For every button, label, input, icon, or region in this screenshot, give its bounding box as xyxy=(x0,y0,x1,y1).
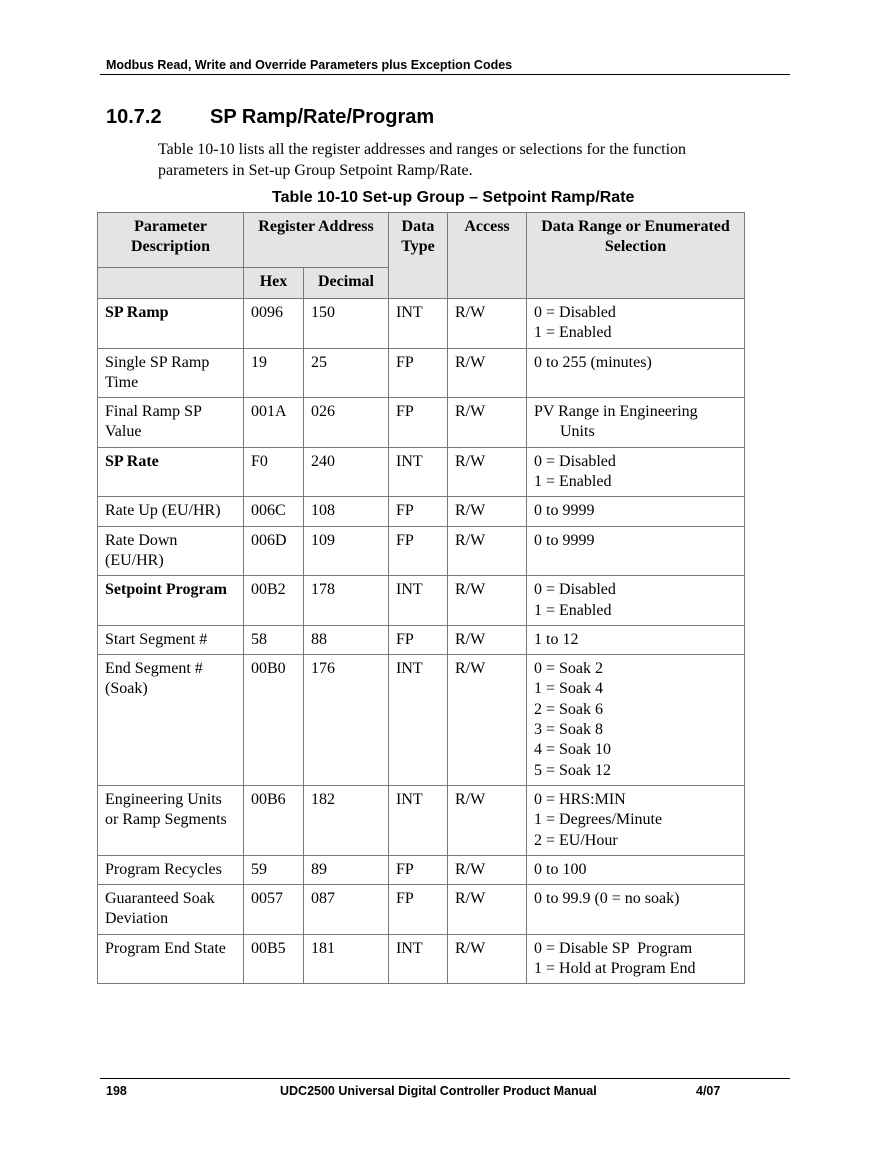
decimal-cell: 182 xyxy=(304,785,389,855)
hex-cell: 0057 xyxy=(244,885,304,935)
param-cell: Final Ramp SP Value xyxy=(98,398,244,448)
range-cell xyxy=(527,625,745,654)
param-cell: Start Segment # xyxy=(98,625,244,654)
range-line: 0 = HRS:MIN xyxy=(534,790,626,808)
table-row xyxy=(98,348,745,398)
register-table xyxy=(97,212,745,984)
type-cell: FP xyxy=(389,348,448,398)
intro-paragraph: Table 10-10 lists all the register addresses and ranges or selections for the function parameters in Set-up Group Setpoint Ramp/Rate. xyxy=(158,141,687,179)
access-cell: R/W xyxy=(448,655,527,786)
decimal-cell: 89 xyxy=(304,855,389,884)
table-row xyxy=(98,885,745,935)
range-line: 0 to 100 xyxy=(534,860,587,878)
type-cell: INT xyxy=(389,655,448,786)
table-caption: Table 10-10 Set-up Group – Setpoint Ramp/Rate xyxy=(272,189,635,206)
table-row xyxy=(98,934,745,984)
decimal-cell: 25 xyxy=(304,348,389,398)
header-rule xyxy=(100,74,790,75)
type-cell: FP xyxy=(389,526,448,576)
type-cell: FP xyxy=(389,855,448,884)
header-range: Data Range or Enumerated Selection xyxy=(527,213,745,299)
range-line: 1 = Soak 4 xyxy=(534,680,604,698)
range-line: 2 = EU/Hour xyxy=(534,831,618,849)
range-cell xyxy=(527,885,745,935)
decimal-cell: 150 xyxy=(304,299,389,349)
range-line: 0 to 9999 xyxy=(534,531,595,549)
type-cell: FP xyxy=(389,398,448,448)
type-cell: FP xyxy=(389,625,448,654)
range-cell xyxy=(527,576,745,626)
param-cell: SP Ramp xyxy=(98,299,244,349)
section-title: SP Ramp/Rate/Program xyxy=(210,106,435,128)
type-cell: INT xyxy=(389,299,448,349)
hex-cell: 00B6 xyxy=(244,785,304,855)
access-cell: R/W xyxy=(448,497,527,526)
param-cell: Setpoint Program xyxy=(98,576,244,626)
range-cell xyxy=(527,855,745,884)
header-param: Parameter Description xyxy=(98,213,244,268)
range-cell xyxy=(527,348,745,398)
type-cell: INT xyxy=(389,447,448,497)
range-line: 5 = Soak 12 xyxy=(534,761,612,779)
range-line: 0 = Soak 2 xyxy=(534,660,604,678)
section-heading xyxy=(106,106,434,129)
range-line: 1 = Enabled xyxy=(534,473,612,491)
access-cell: R/W xyxy=(448,526,527,576)
range-line: 4 = Soak 10 xyxy=(534,741,612,759)
range-line: 0 = Disabled xyxy=(534,304,616,321)
range-line: 0 to 99.9 (0 = no soak) xyxy=(534,890,680,908)
type-cell: FP xyxy=(389,885,448,935)
hex-cell: 00B5 xyxy=(244,934,304,984)
access-cell: R/W xyxy=(448,885,527,935)
access-cell: R/W xyxy=(448,398,527,448)
type-cell: INT xyxy=(389,934,448,984)
decimal-cell: 087 xyxy=(304,885,389,935)
param-cell: Rate Up (EU/HR) xyxy=(98,497,244,526)
footer-rule xyxy=(100,1078,790,1079)
header-param-spacer xyxy=(98,268,244,299)
header-decimal: Decimal xyxy=(304,268,389,299)
param-cell: SP Rate xyxy=(98,447,244,497)
hex-cell: 00B2 xyxy=(244,576,304,626)
range-cell xyxy=(527,299,745,349)
range-line: 1 = Hold at Program End xyxy=(534,960,696,978)
range-cell xyxy=(527,497,745,526)
table-row xyxy=(98,497,745,526)
param-cell: Rate Down (EU/HR) xyxy=(98,526,244,576)
type-cell: INT xyxy=(389,576,448,626)
range-line: 2 = Soak 6 xyxy=(534,700,604,718)
page-number: 198 xyxy=(106,1084,127,1098)
table-row xyxy=(98,855,745,884)
access-cell: R/W xyxy=(448,785,527,855)
decimal-cell: 109 xyxy=(304,526,389,576)
header-access: Access xyxy=(448,213,527,299)
hex-cell: 006D xyxy=(244,526,304,576)
range-line: 0 = Disable SP Program xyxy=(534,939,693,957)
decimal-cell: 176 xyxy=(304,655,389,786)
section-number: 10.7.2 xyxy=(106,106,162,128)
table-row xyxy=(98,398,745,448)
range-line: 0 to 255 (minutes) xyxy=(534,353,652,371)
table-row xyxy=(98,785,745,855)
access-cell: R/W xyxy=(448,447,527,497)
access-cell: R/W xyxy=(448,855,527,884)
range-cell xyxy=(527,655,745,786)
type-cell: FP xyxy=(389,497,448,526)
param-cell: End Segment #(Soak) xyxy=(98,655,244,786)
range-line: 0 = Disabled xyxy=(534,452,616,470)
table-row xyxy=(98,655,745,786)
header-hex: Hex xyxy=(244,268,304,299)
table-row xyxy=(98,576,745,626)
hex-cell: 19 xyxy=(244,348,304,398)
table-row xyxy=(98,447,745,497)
decimal-cell: 181 xyxy=(304,934,389,984)
decimal-cell: 026 xyxy=(304,398,389,448)
decimal-cell: 178 xyxy=(304,576,389,626)
range-cell xyxy=(527,526,745,576)
range-cell xyxy=(527,398,745,448)
range-line: 3 = Soak 8 xyxy=(534,721,604,739)
range-line: 1 = Enabled xyxy=(534,324,612,342)
param-cell: Single SP Ramp Time xyxy=(98,348,244,398)
access-cell: R/W xyxy=(448,348,527,398)
table-row xyxy=(98,526,745,576)
table-body xyxy=(98,299,745,984)
header-register: Register Address xyxy=(244,213,389,268)
access-cell: R/W xyxy=(448,299,527,349)
range-line: Units xyxy=(560,423,595,441)
range-cell xyxy=(527,447,745,497)
hex-cell: F0 xyxy=(244,447,304,497)
range-line: 1 = Degrees/Minute xyxy=(534,811,663,829)
decimal-cell: 88 xyxy=(304,625,389,654)
param-cell: Engineering Units or Ramp Segments xyxy=(98,785,244,855)
range-line: 1 to 12 xyxy=(534,630,579,648)
range-line: 0 = Disabled xyxy=(534,581,616,599)
header-type: Data Type xyxy=(389,213,448,299)
table-row xyxy=(98,299,745,349)
type-cell: INT xyxy=(389,785,448,855)
hex-cell: 001A xyxy=(244,398,304,448)
decimal-cell: 240 xyxy=(304,447,389,497)
range-line: 1 = Enabled xyxy=(534,601,612,619)
param-cell: Program Recycles xyxy=(98,855,244,884)
access-cell: R/W xyxy=(448,625,527,654)
range-line: 0 to 9999 xyxy=(534,502,595,520)
access-cell: R/W xyxy=(448,934,527,984)
range-cell xyxy=(527,934,745,984)
hex-cell: 0096 xyxy=(244,299,304,349)
revision-date: 4/07 xyxy=(696,1084,721,1098)
running-header: Modbus Read, Write and Override Parameters plus Exception Codes xyxy=(106,58,513,72)
table-row xyxy=(98,625,745,654)
hex-cell: 00B0 xyxy=(244,655,304,786)
range-line: PV Range in Engineering xyxy=(534,403,698,421)
hex-cell: 58 xyxy=(244,625,304,654)
access-cell: R/W xyxy=(448,576,527,626)
manual-title: UDC2500 Universal Digital Controller Product Manual xyxy=(280,1084,597,1098)
hex-cell: 006C xyxy=(244,497,304,526)
decimal-cell: 108 xyxy=(304,497,389,526)
param-cell: Guaranteed Soak Deviation xyxy=(98,885,244,935)
param-cell: Program End State xyxy=(98,934,244,984)
hex-cell: 59 xyxy=(244,855,304,884)
range-cell xyxy=(527,785,745,855)
